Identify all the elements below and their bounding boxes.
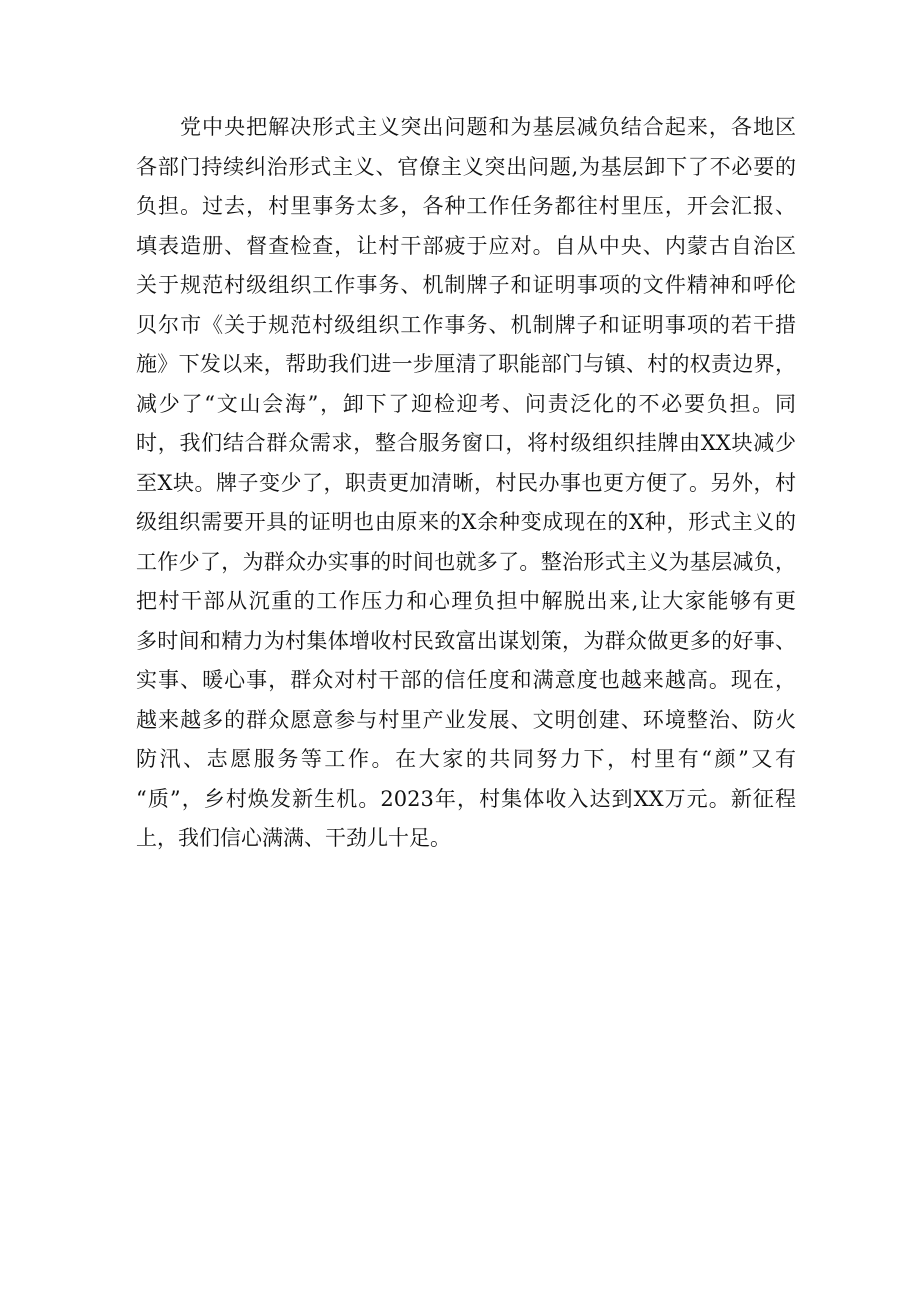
paragraph-line: 施》下发以来，帮助我们进一步厘清了职能部门与镇、村的权责边界， (136, 352, 796, 376)
paragraph-line: 党中央把解决形式主义突出问题和为基层减负结合起来，各地区 (180, 115, 796, 139)
paragraph-line: 级组织需要开具的证明也由原来的X余种变成现在的X种，形式主义的 (136, 510, 796, 534)
paragraph-line: 至X块。牌子变少了，职责更加清晰，村民办事也更方便了。另外，村 (136, 470, 796, 495)
body-paragraph (136, 108, 796, 859)
paragraph-line: 实事、暖心事，群众对村干部的信任度和满意度也越来越高。现在， (136, 668, 796, 692)
paragraph-line: 越来越多的群众愿意参与村里产业发展、文明创建、环境整治、防火 (136, 707, 796, 732)
paragraph-line: 上，我们信心满满、干劲儿十足。 (136, 826, 451, 850)
paragraph-line: 减少了“文山会海”，卸下了迎检迎考、问责泛化的不必要负担。同 (136, 391, 796, 416)
paragraph-line: 贝尔市《关于规范村级组织工作事务、机制牌子和证明事项的若干措 (136, 312, 796, 337)
paragraph-line: 把村干部从沉重的工作压力和心理负担中解脱出来,让大家能够有更 (136, 589, 796, 613)
paragraph-line: 负担。过去，村里事务太多，各种工作任务都往村里压，开会汇报、 (136, 194, 796, 218)
paragraph-line: 多时间和精力为村集体增收村民致富出谋划策，为群众做更多的好事、 (136, 628, 796, 653)
paragraph-line: 填表造册、督查检查，让村干部疲于应对。自从中央、内蒙古自治区 (136, 233, 796, 258)
paragraph-line: 工作少了，为群众办实事的时间也就多了。整治形式主义为基层减负， (136, 549, 796, 574)
paragraph-line: 防汛、志愿服务等工作。在大家的共同努力下，村里有“颜”又有 (136, 747, 796, 771)
paragraph-line: 关于规范村级组织工作事务、机制牌子和证明事项的文件精神和呼伦 (136, 273, 796, 297)
paragraph-line: 各部门持续纠治形式主义、官僚主义突出问题,为基层卸下了不必要的 (136, 154, 796, 179)
paragraph-line: “质”，乡村焕发新生机。2023年，村集体收入达到XX万元。新征程 (136, 786, 796, 811)
paragraph-line: 时，我们结合群众需求，整合服务窗口，将村级组织挂牌由XX块减少 (136, 431, 796, 455)
